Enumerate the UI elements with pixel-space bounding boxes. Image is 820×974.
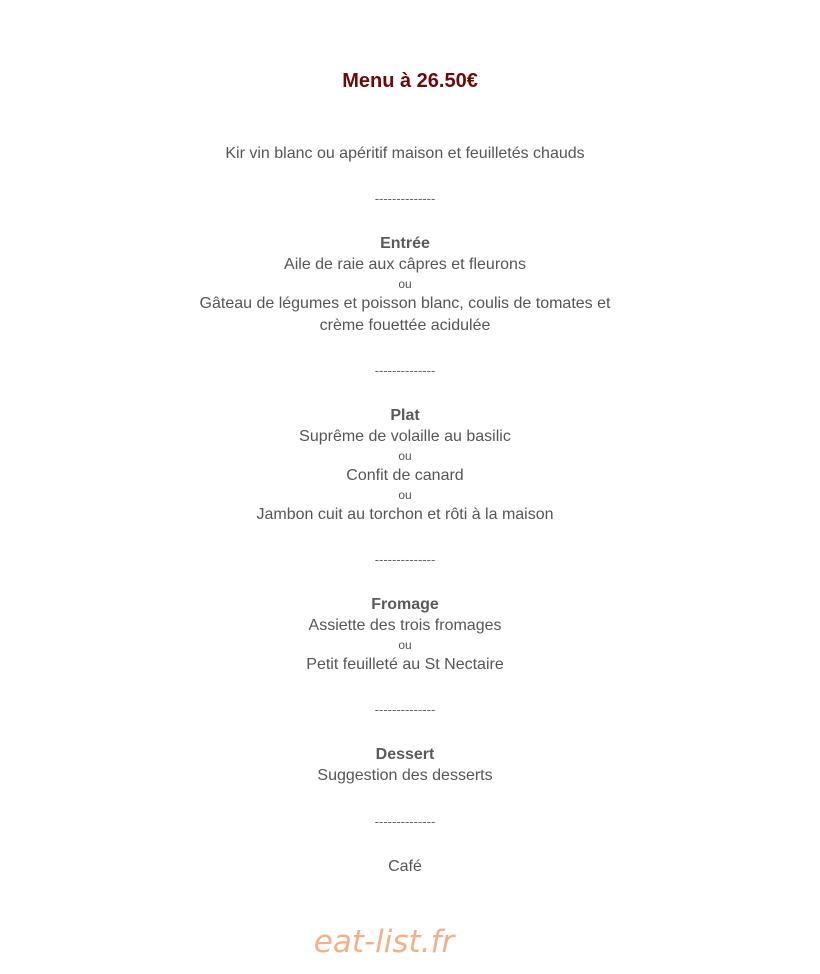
- separator: --------------: [374, 363, 436, 378]
- or-label: ou: [398, 638, 412, 652]
- or-label: ou: [398, 488, 412, 502]
- separator: --------------: [374, 702, 436, 717]
- entree-option-2-line-2: crème fouettée acidulée: [319, 317, 491, 334]
- aperitif-text: Kir vin blanc ou apéritif maison et feuilletés chauds: [225, 145, 585, 162]
- entree-heading: Entrée: [380, 235, 430, 252]
- watermark-logo: eat-list.fr: [313, 924, 455, 960]
- or-label: ou: [398, 277, 412, 291]
- separator: --------------: [374, 191, 436, 206]
- entree-option-1: Aile de raie aux câpres et fleurons: [284, 256, 526, 273]
- separator: --------------: [374, 814, 436, 829]
- fromage-option-2: Petit feuilleté au St Nectaire: [306, 656, 504, 673]
- dessert-option-1: Suggestion des desserts: [317, 767, 493, 784]
- menu-title: Menu à 26.50€: [342, 70, 478, 92]
- plat-option-1: Suprême de volaille au basilic: [299, 428, 511, 445]
- plat-heading: Plat: [390, 407, 420, 424]
- dessert-heading: Dessert: [375, 746, 435, 763]
- separator: --------------: [374, 552, 436, 567]
- entree-option-2-line-1: Gâteau de légumes et poisson blanc, coulis de tomates et: [199, 295, 611, 312]
- or-label: ou: [398, 449, 412, 463]
- fromage-option-1: Assiette des trois fromages: [308, 617, 502, 634]
- cafe-text: Café: [388, 858, 422, 875]
- plat-option-2: Confit de canard: [346, 467, 464, 484]
- fromage-heading: Fromage: [371, 596, 439, 613]
- plat-option-3: Jambon cuit au torchon et rôti à la maison: [256, 506, 554, 523]
